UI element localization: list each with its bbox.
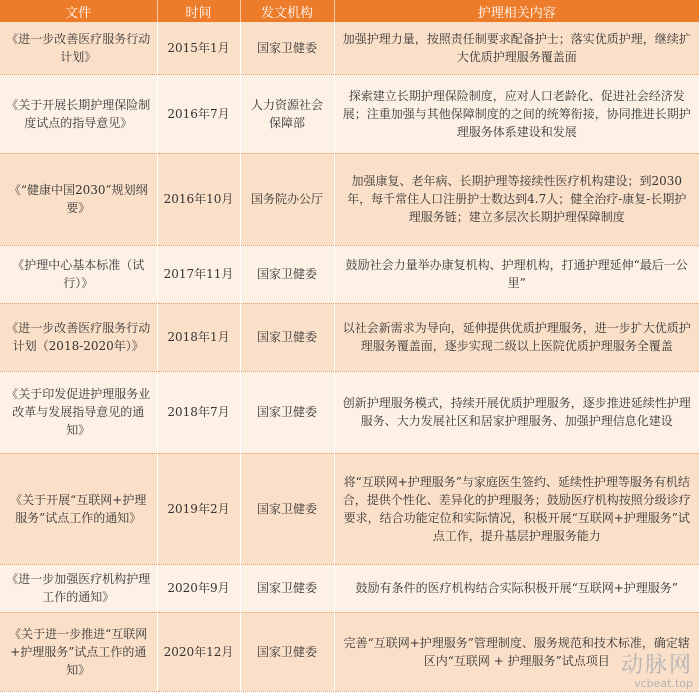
table-row [0, 22, 699, 74]
content-cell: 创新护理服务模式，持续开展优质护理服务，逐步推进延续性护理服务、大力发展社区和居家护理服务、加强护理信息化建设 [334, 371, 699, 453]
watermark [621, 654, 693, 690]
doc-cell: 《关于进一步推进“互联网+护理服务”试点工作的通知》 [0, 612, 157, 691]
header-content: 护理相关内容 [334, 0, 699, 22]
doc-cell: 《进一步改善医疗服务行动计划（2018-2020年）》 [0, 303, 157, 371]
org-cell: 国家卫健委 [240, 22, 334, 74]
date-cell: 2018年1月 [157, 303, 240, 371]
org-cell: 人力资源社会保障部 [240, 74, 334, 153]
date-cell: 2015年1月 [157, 22, 240, 74]
table-row [0, 612, 699, 691]
date-cell: 2018年7月 [157, 371, 240, 453]
table-row [0, 153, 699, 245]
content-cell: 以社会新需求为导向，延伸提供优质护理服务，进一步扩大优质护理服务覆盖面，逐步实现二级以上医院优质护理服务全覆盖 [334, 303, 699, 371]
table-row [0, 303, 699, 371]
content-cell: 将“互联网+护理服务”与家庭医生签约、延续性护理等服务有机结合，提供个性化、差异化的护理服务；鼓励医疗机构按照分级诊疗要求，结合功能定位和实际情况，积极开展“互联网+护理服务”试点工作，提升基层护理服务能力 [334, 453, 699, 564]
doc-cell: 《关于开展“互联网+护理服务”试点工作的通知》 [0, 453, 157, 564]
org-cell: 国家卫健委 [240, 303, 334, 371]
date-cell: 2020年9月 [157, 564, 240, 612]
content-cell: 鼓励有条件的医疗机构结合实际积极开展“互联网+护理服务” [334, 564, 699, 612]
doc-cell: 《进一步改善医疗服务行动计划》 [0, 22, 157, 74]
org-cell: 国务院办公厅 [240, 153, 334, 245]
content-cell: 完善“互联网+护理服务”管理制度、服务规范和技术标准，确定辖区内“互联网 + 护理服务”试点项目 [334, 612, 699, 691]
org-cell: 国家卫健委 [240, 564, 334, 612]
doc-cell: 《“健康中国2030”规划纲要》 [0, 153, 157, 245]
content-cell: 探索建立长期护理保险制度，应对人口老龄化、促进社会经济发展；注重加强与其他保障制度的之间的统筹衔接，协同推进长期护理服务体系建设和发展 [334, 74, 699, 153]
org-cell: 国家卫健委 [240, 612, 334, 691]
table-row [0, 564, 699, 612]
date-cell: 2017年11月 [157, 245, 240, 303]
watermark-logo-text: 动脉网 [620, 653, 693, 678]
content-cell: 加强康复、老年病、长期护理等接续性医疗机构建设；到2030年，每千常住人口注册护士数达到4.7人；健全治疗-康复-长期护理服务链；建立多层次长期护理保障制度 [334, 153, 699, 245]
doc-cell: 《进一步加强医疗机构护理工作的通知》 [0, 564, 157, 612]
org-cell: 国家卫健委 [240, 245, 334, 303]
date-cell: 2020年12月 [157, 612, 240, 691]
date-cell: 2016年7月 [157, 74, 240, 153]
doc-cell: 《关于印发促进护理服务业改革与发展指导意见的通知》 [0, 371, 157, 453]
header-row [0, 0, 699, 22]
date-cell: 2019年2月 [157, 453, 240, 564]
content-cell: 鼓励社会力量举办康复机构、护理机构，打通护理延伸“最后一公里” [334, 245, 699, 303]
table-row [0, 371, 699, 453]
header-date: 时间 [157, 0, 240, 22]
table-row [0, 245, 699, 303]
doc-cell: 《关于开展长期护理保险制度试点的指导意见》 [0, 74, 157, 153]
header-issuer: 发文机构 [240, 0, 334, 22]
date-cell: 2016年10月 [157, 153, 240, 245]
org-cell: 国家卫健委 [240, 371, 334, 453]
content-cell: 加强护理力量，按照责任制要求配备护士；落实优质护理，继续扩大优质护理服务覆盖面 [334, 22, 699, 74]
table-row [0, 453, 699, 564]
doc-cell: 《护理中心基本标准（试行）》 [0, 245, 157, 303]
watermark-url: vcbeat.top [634, 677, 693, 690]
header-document: 文件 [0, 0, 157, 22]
table-row [0, 74, 699, 153]
org-cell: 国家卫健委 [240, 453, 334, 564]
